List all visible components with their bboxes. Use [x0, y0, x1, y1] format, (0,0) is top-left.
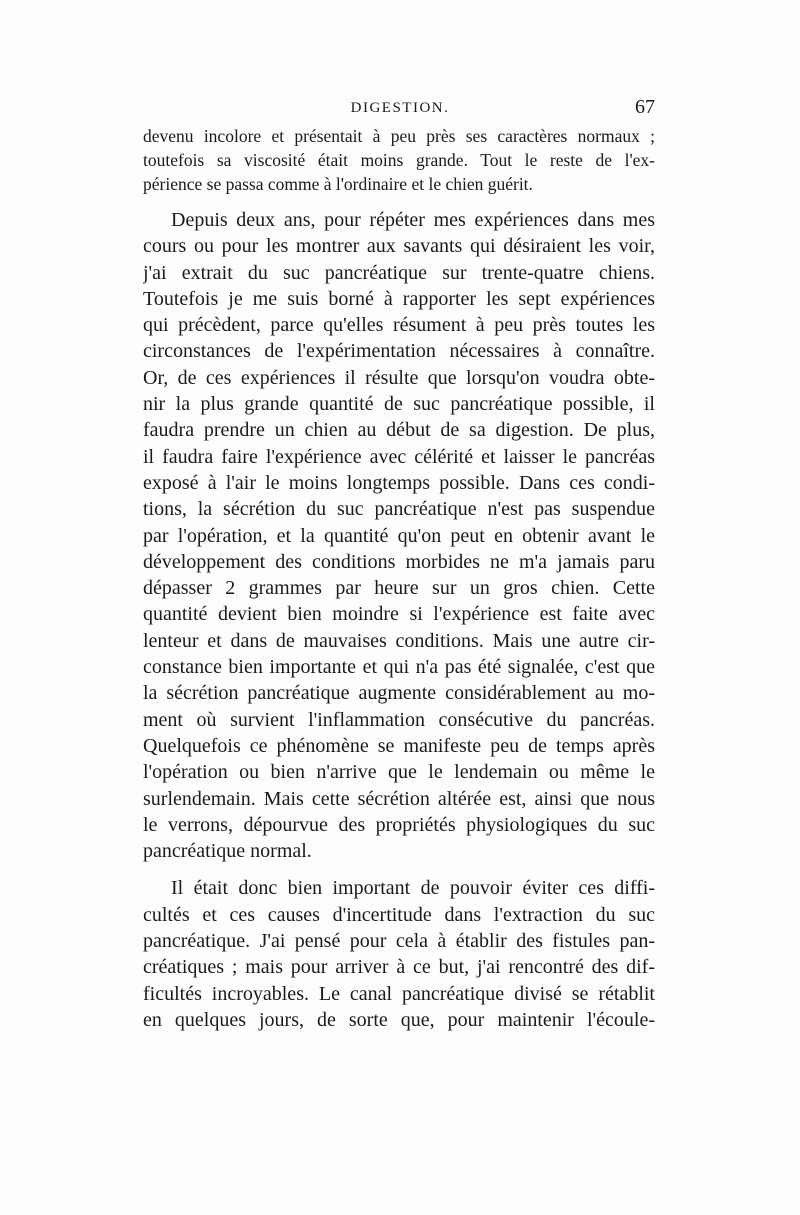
- running-head: [145, 96, 655, 120]
- text-line: ficultés incroyables. Le canal pancréatique divisé se rétablit: [143, 982, 655, 1005]
- page-number: 67: [635, 96, 655, 118]
- text-line: en quelques jours, de sorte que, pour maintenir l'écoule-: [143, 1008, 655, 1031]
- text-line: périence se passa comme à l'ordinaire et le chien guérit.: [143, 174, 533, 194]
- text-line: Quelquefois ce phénomène se manifeste peu de temps après: [143, 734, 655, 757]
- text-line: cours ou pour les montrer aux savants qui désiraient les voir,: [143, 235, 655, 258]
- text-line: Toutefois je me suis borné à rapporter les sept expériences: [143, 287, 655, 310]
- text-line: quantité devient bien moindre si l'expérience est faite avec: [143, 603, 655, 626]
- paragraph: [143, 124, 655, 196]
- paragraph: [143, 207, 655, 864]
- text-line: ment où survient l'inflammation consécutive du pancréas.: [143, 708, 655, 731]
- text-line: exposé à l'air le moins longtemps possible. Dans ces condi-: [143, 471, 655, 494]
- text-line: constance bien importante et qui n'a pas été signalée, c'est que: [143, 656, 655, 679]
- body-text: [143, 124, 655, 1033]
- text-line: j'ai extrait du suc pancréatique sur trente-quatre chiens.: [143, 261, 655, 284]
- text-line: nir la plus grande quantité de suc pancréatique possible, il: [143, 393, 655, 416]
- text-line: Or, de ces expériences il résulte que lorsqu'on voudra obte-: [143, 366, 655, 389]
- running-head-title: DIGESTION.: [350, 100, 450, 116]
- text-line: toutefois sa viscosité était moins grande. Tout le reste de l'ex-: [143, 150, 655, 170]
- text-line: dépasser 2 grammes par heure sur un gros chien. Cette: [143, 577, 655, 600]
- text-line: qui précèdent, parce qu'elles résument à peu près toutes les: [143, 314, 655, 337]
- text-line: faudra prendre un chien au début de sa digestion. De plus,: [143, 419, 655, 442]
- text-line: par l'opération, et la quantité qu'on peut en obtenir avant le: [143, 524, 655, 547]
- paragraph-gap: [143, 196, 655, 207]
- text-line: développement des conditions morbides ne m'a jamais paru: [143, 550, 655, 573]
- text-line: il faudra faire l'expérience avec célérité et laisser le pancréas: [143, 445, 655, 468]
- text-line: la sécrétion pancréatique augmente considérablement au mo-: [143, 682, 655, 705]
- text-line: tions, la sécrétion du suc pancréatique n'est pas suspendue: [143, 498, 655, 521]
- text-line: l'opération ou bien n'arrive que le lendemain ou même le: [143, 761, 655, 784]
- text-line: Il était donc bien important de pouvoir éviter ces diffi-: [171, 877, 655, 900]
- text-line: pancréatique. J'ai pensé pour cela à établir des fistules pan-: [143, 930, 655, 953]
- text-line: pancréatique normal.: [143, 840, 312, 863]
- text-line: cultés et ces causes d'incertitude dans l'extraction du suc: [143, 903, 655, 926]
- text-line: devenu incolore et présentait à peu près ses caractères normaux ;: [143, 126, 655, 146]
- text-line: lenteur et dans de mauvaises conditions. Mais une autre cir-: [143, 629, 655, 652]
- paragraph: [143, 875, 655, 1033]
- text-line: Depuis deux ans, pour répéter mes expériences dans mes: [171, 209, 655, 231]
- text-line: circonstances de l'expérimentation nécessaires à connaître.: [143, 340, 655, 363]
- text-line: surlendemain. Mais cette sécrétion altérée est, ainsi que nous: [143, 787, 655, 810]
- paragraph-gap: [143, 864, 655, 875]
- text-line: le verrons, dépourvue des propriétés physiologiques du suc: [143, 813, 655, 836]
- text-line: créatiques ; mais pour arriver à ce but, j'ai rencontré des dif-: [143, 956, 655, 979]
